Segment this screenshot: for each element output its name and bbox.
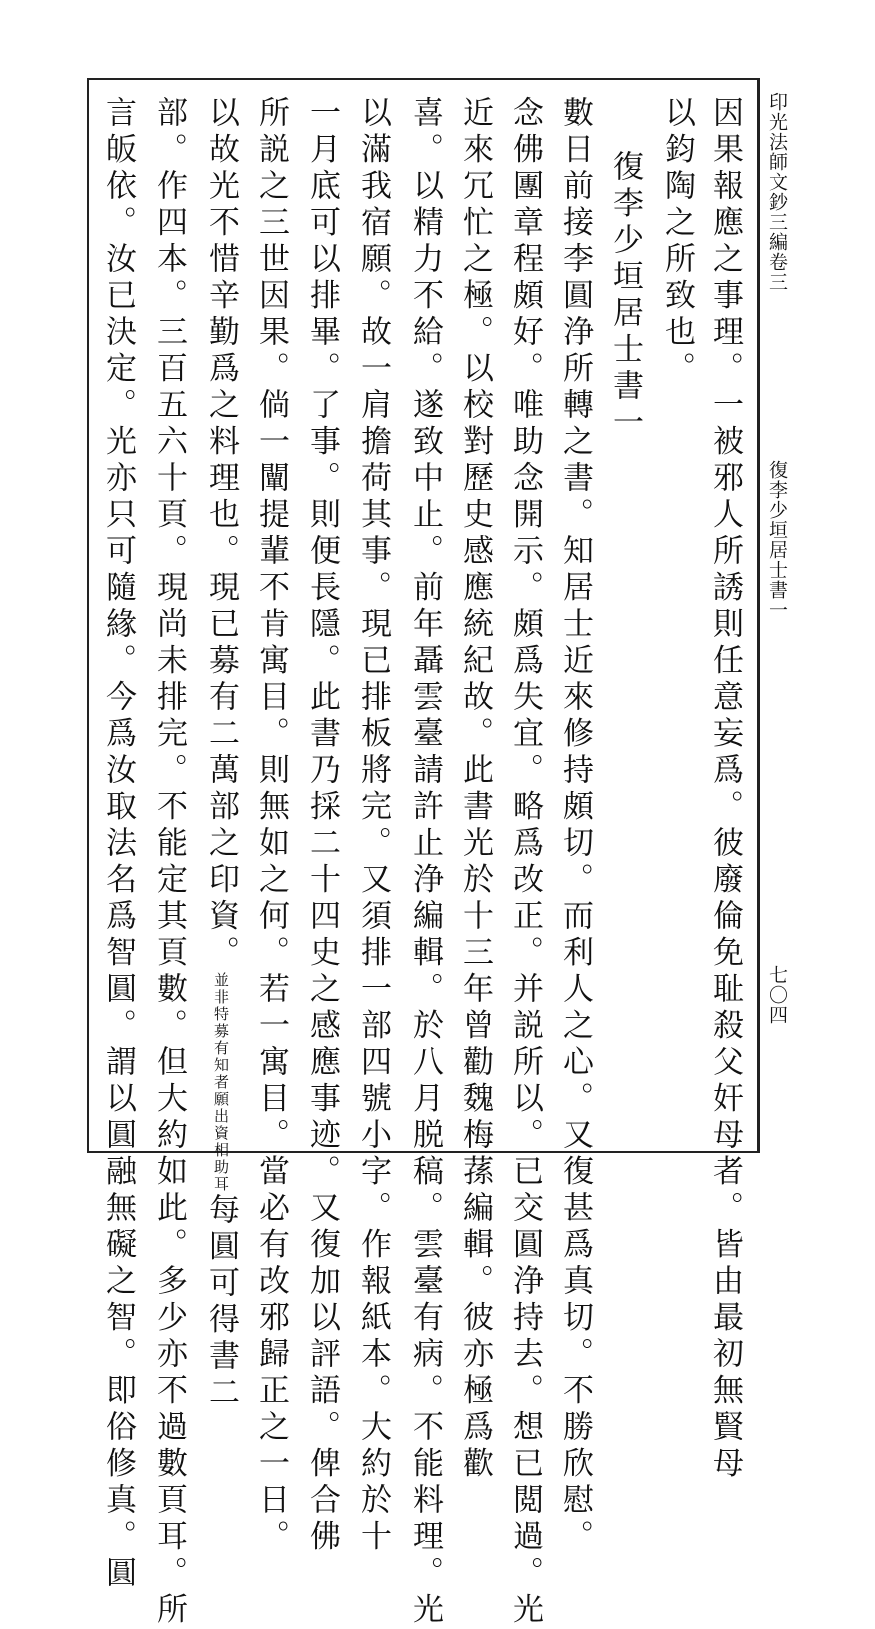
- text-column-10: 所説之三世因果。倘一闡提輩不肯寓目。則無如之何。若一寓目。當必有改邪歸正之一日。: [253, 96, 289, 1556]
- text-column-8: 以滿我宿願。故一肩擔荷其事。現已排板將完。又須排一部四號小字。作報紙本。大約於十: [355, 96, 391, 1556]
- text-column-5: 念佛團章程頗好。唯助念開示。頗爲失宜。略爲改正。并説所以。已交圓浄持去。想已閲過。光: [507, 96, 543, 1629]
- letter-title: 復李少垣居士書一: [607, 150, 643, 442]
- text-column-13: 言皈依。汝已決定。光亦只可隨緣。今爲汝取法名爲智圓。謂以圓融無礙之智。即俗修真。圓: [100, 96, 136, 1593]
- text-column-11-end: 每圓可得書二: [203, 1193, 239, 1412]
- running-head-section-title: 復李少垣居士書一: [766, 460, 788, 620]
- text-column-7: 喜。以精力不給。遂致中止。前年聶雲臺請許止浄編輯。於八月脱稿。雲臺有病。不能料理。光: [407, 96, 443, 1629]
- text-column-6: 近來冗忙之極。以校對歷史感應統紀故。此書光於十三年曾勸魏梅蓀編輯。彼亦極爲歡: [457, 96, 493, 1483]
- interlinear-note: 並非特募有知者願出資相助耳: [212, 972, 230, 1193]
- running-head-book-title: 印光法師文鈔三編卷三: [766, 92, 788, 292]
- text-column-12: 部。作四本。三百五六十頁。現尚未排完。不能定其頁數。但大約如此。多少亦不過數頁耳。所: [151, 96, 187, 1629]
- header-divider-line: [759, 78, 760, 1153]
- text-column-11-main: 以故光不惜辛勤爲之料理也。現已募有二萬部之印資。: [203, 96, 239, 972]
- text-column-9: 一月底可以排畢。了事。則便長隱。此書乃採二十四史之感應事迹。又復加以評語。俾合佛: [304, 96, 340, 1556]
- text-column-11: [203, 96, 239, 1412]
- text-column-1: 因果報應之事理。一被邪人所誘則任意妄爲。彼廢倫免耻殺父奸母者。皆由最初無賢母: [707, 96, 743, 1483]
- text-column-2: 以鈞陶之所致也。: [659, 96, 695, 388]
- page-number: 七〇四: [766, 965, 788, 1025]
- text-column-4: 數日前接李圓浄所轉之書。知居士近來修持頗切。而利人之心。又復甚爲真切。不勝欣慰。: [557, 96, 593, 1556]
